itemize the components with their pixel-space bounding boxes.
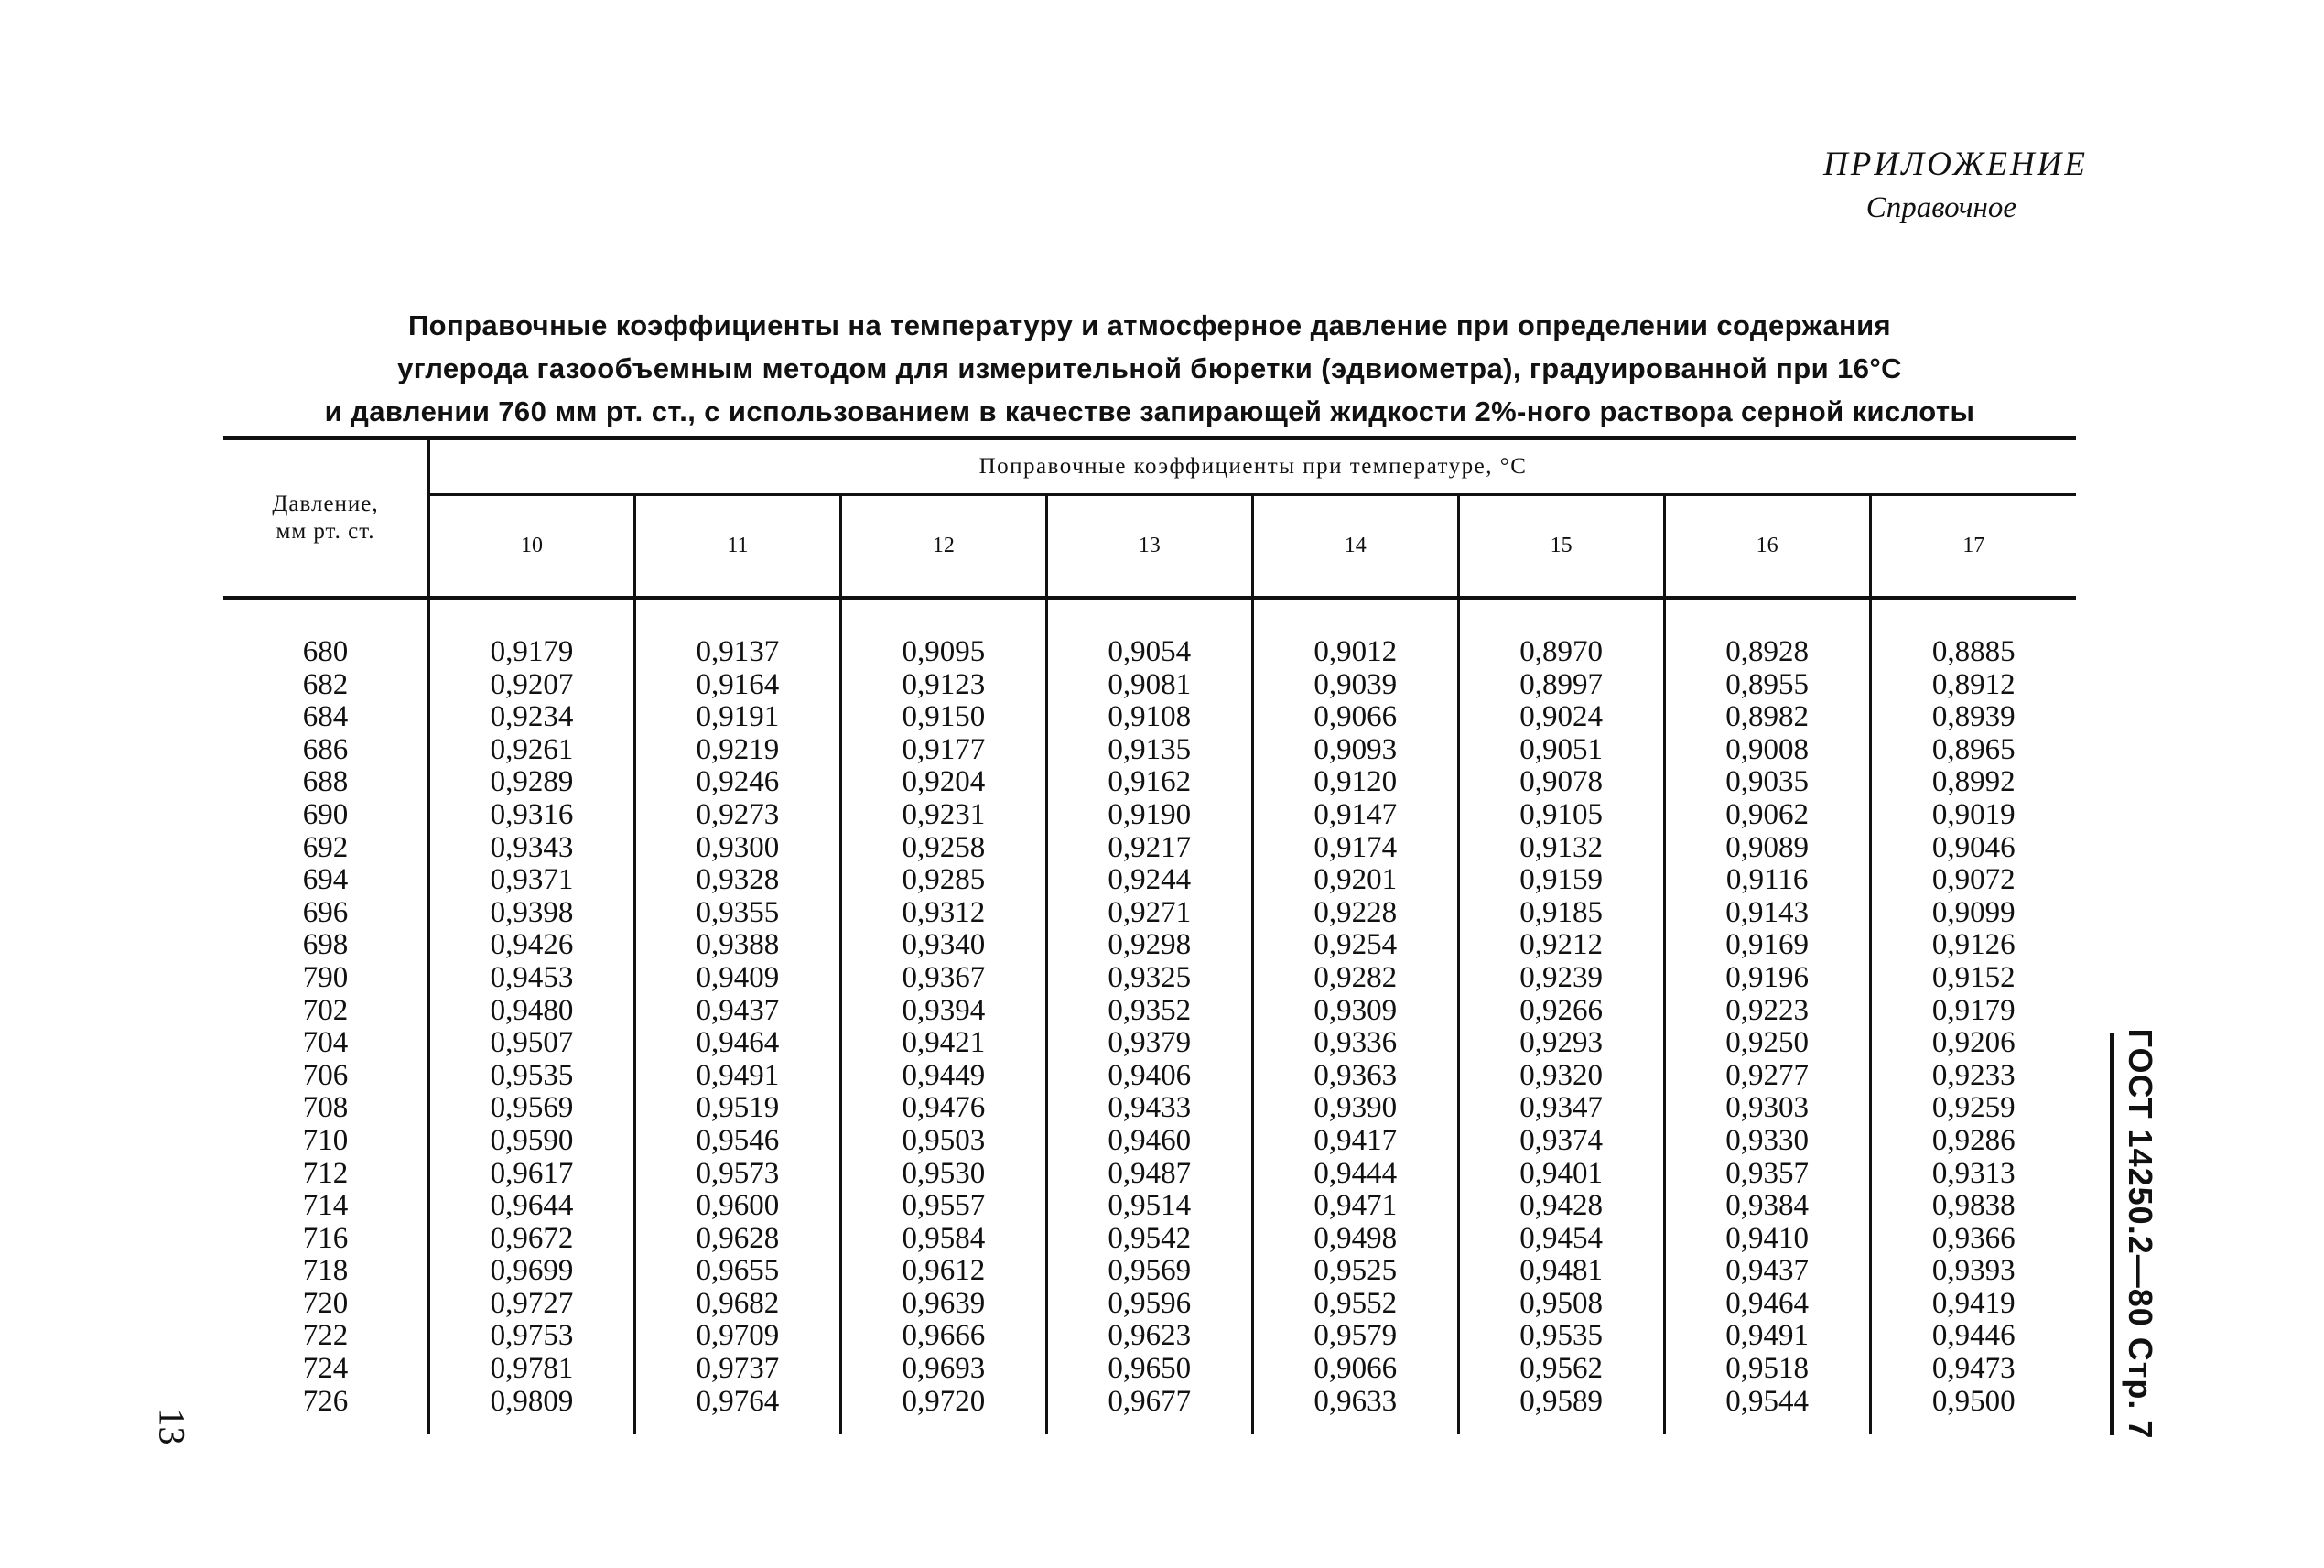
pressure-cell: 686	[223, 734, 429, 767]
coefficient-cell: 0,9271	[1046, 897, 1252, 930]
coefficient-cell: 0,9185	[1458, 897, 1664, 930]
pressure-cell: 694	[223, 864, 429, 897]
coefficient-cell: 0,9152	[1931, 960, 2016, 994]
coefficient-cell: 0,9313	[1931, 1156, 2016, 1190]
table-caption	[223, 304, 2076, 433]
coefficient-cell: 0,9325	[1046, 962, 1252, 995]
coefficient-cell: 0,9343	[429, 832, 635, 865]
table-row	[223, 832, 2076, 865]
coefficient-cell: 0,9737	[634, 1353, 840, 1386]
coefficient-cell: 0,9437	[1664, 1255, 1870, 1288]
correction-table	[223, 436, 2076, 1434]
coefficient-cell: 0,9261	[429, 734, 635, 767]
coefficient-cell: 0,9409	[634, 962, 840, 995]
pressure-cell: 684	[223, 701, 429, 734]
table-row	[223, 1223, 2076, 1256]
coefficient-cell: 0,9039	[1252, 669, 1458, 702]
temperature-column-header: 16	[1664, 495, 1870, 598]
coefficient-cell: 0,9363	[1252, 1060, 1458, 1093]
coefficient-cell: 0,8970	[1458, 598, 1664, 669]
coefficient-cell: 0,9008	[1664, 734, 1870, 767]
coefficient-cell: 0,9298	[1046, 929, 1252, 962]
coefficient-cell: 0,9699	[429, 1255, 635, 1288]
table-row	[223, 1320, 2076, 1353]
coefficient-cell: 0,9352	[1046, 995, 1252, 1028]
coefficient-cell: 0,9316	[429, 799, 635, 832]
coefficient-cell: 0,9303	[1664, 1092, 1870, 1125]
coefficient-cell: 0,9206	[1931, 1026, 2016, 1060]
pressure-cell: 712	[223, 1158, 429, 1191]
coefficient-cell: 0,9672	[429, 1223, 635, 1256]
coefficient-cell: 0,9655	[634, 1255, 840, 1288]
appendix-header	[1823, 145, 2088, 225]
pressure-cell: 690	[223, 799, 429, 832]
coefficient-cell: 0,9340	[840, 929, 1046, 962]
coefficient-cell: 0,9639	[840, 1288, 1046, 1321]
pressure-cell: 724	[223, 1353, 429, 1386]
coefficient-cell: 0,9223	[1664, 995, 1870, 1028]
coefficient-cell: 0,9589	[1458, 1386, 1664, 1435]
coefficient-cell: 0,9401	[1458, 1158, 1664, 1191]
coefficient-cell: 0,9417	[1252, 1125, 1458, 1158]
coefficient-cell: 0,9355	[634, 897, 840, 930]
coefficient-cell: 0,9285	[840, 864, 1046, 897]
pressure-cell: 706	[223, 1060, 429, 1093]
coefficient-cell: 0,9169	[1664, 929, 1870, 962]
coefficient-cell: 0,9727	[429, 1288, 635, 1321]
coefficient-cell: 0,9105	[1458, 799, 1664, 832]
coefficient-cell: 0,9217	[1046, 832, 1252, 865]
caption-line: углерода газообъемным методом для измерительной бюретки (эдвиометра), градуированной при 16°С	[397, 352, 1902, 384]
coefficient-cell: 0,9162	[1046, 766, 1252, 799]
coefficient-cell: 0,8997	[1458, 669, 1664, 702]
coefficient-cell: 0,9132	[1458, 832, 1664, 865]
coefficient-cell: 0,9518	[1664, 1353, 1870, 1386]
coefficient-cell: 0,9584	[840, 1223, 1046, 1256]
coefficient-cell: 0,9357	[1664, 1158, 1870, 1191]
temperature-column-header: 13	[1046, 495, 1252, 598]
coefficient-cell: 0,9143	[1664, 897, 1870, 930]
coefficient-cell: 0,9449	[840, 1060, 1046, 1093]
coefficient-cell: 0,9394	[840, 995, 1046, 1028]
temperature-column-header: 10	[429, 495, 635, 598]
coefficient-cell: 0,9644	[429, 1190, 635, 1223]
coefficient-cell: 0,9530	[840, 1158, 1046, 1191]
coefficient-cell: 0,9201	[1252, 864, 1458, 897]
coefficient-cell: 0,9471	[1252, 1190, 1458, 1223]
coefficient-cell: 0,9126	[1931, 928, 2016, 962]
coefficient-cell: 0,9196	[1664, 962, 1870, 995]
appendix-title: ПРИЛОЖЕНИЕ	[1823, 146, 2088, 183]
pressure-cell: 790	[223, 962, 429, 995]
pressure-cell: 702	[223, 995, 429, 1028]
coefficient-cell: 0,9330	[1664, 1125, 1870, 1158]
coefficient-cell: 0,9562	[1458, 1353, 1664, 1386]
pressure-cell: 680	[223, 598, 429, 669]
coefficient-cell: 0,9246	[634, 766, 840, 799]
coefficient-cell: 0,9046	[1931, 830, 2016, 864]
coefficient-cell: 0,9390	[1252, 1092, 1458, 1125]
coefficient-cell: 0,9623	[1046, 1320, 1252, 1353]
coefficient-cell: 0,9078	[1458, 766, 1664, 799]
pressure-cell: 710	[223, 1125, 429, 1158]
pressure-cell: 682	[223, 669, 429, 702]
coefficient-cell: 0,9464	[634, 1027, 840, 1060]
coefficient-cell: 0,9190	[1046, 799, 1252, 832]
coefficient-cell: 0,9677	[1046, 1386, 1252, 1435]
coefficient-cell: 0,9487	[1046, 1158, 1252, 1191]
coefficient-cell: 0,9254	[1252, 929, 1458, 962]
temperature-column-header: 15	[1458, 495, 1664, 598]
table-row	[223, 929, 2076, 962]
pressure-cell: 704	[223, 1027, 429, 1060]
coefficient-cell: 0,9309	[1252, 995, 1458, 1028]
coefficient-cell: 0,9600	[634, 1190, 840, 1223]
coefficient-cell: 0,9491	[634, 1060, 840, 1093]
coefficient-cell: 0,9374	[1458, 1125, 1664, 1158]
table-row	[223, 995, 2076, 1028]
coefficient-cell: 0,9809	[429, 1386, 635, 1435]
pressure-cell: 726	[223, 1386, 429, 1435]
appendix-subtitle: Справочное	[1865, 191, 2016, 224]
coefficient-cell: 0,9066	[1252, 1353, 1458, 1386]
coefficient-cell: 0,9473	[1931, 1352, 2016, 1386]
coefficient-cell: 0,9347	[1458, 1092, 1664, 1125]
coefficient-cell: 0,9089	[1664, 832, 1870, 865]
coefficient-cell: 0,9093	[1252, 734, 1458, 767]
table-row	[223, 1060, 2076, 1093]
pressure-header-line: мм рт. ст.	[276, 519, 375, 544]
coefficient-cell: 0,9426	[429, 929, 635, 962]
coefficient-cell: 0,9437	[634, 995, 840, 1028]
coefficient-cell: 0,9312	[840, 897, 1046, 930]
coefficient-cell: 0,9135	[1046, 734, 1252, 767]
coefficient-cell: 0,9379	[1046, 1027, 1252, 1060]
coefficient-cell: 0,9569	[1046, 1255, 1252, 1288]
coefficient-cell: 0,9781	[429, 1353, 635, 1386]
table-row	[223, 1125, 2076, 1158]
coefficient-cell: 0,9753	[429, 1320, 635, 1353]
temperature-column-header: 11	[634, 495, 840, 598]
coefficient-cell: 0,8955	[1664, 669, 1870, 702]
coefficient-cell: 0,9596	[1046, 1288, 1252, 1321]
coefficient-cell: 0,9535	[1458, 1320, 1664, 1353]
table-row	[223, 799, 2076, 832]
coefficient-cell: 0,9398	[429, 897, 635, 930]
table-row	[223, 669, 2076, 702]
coefficient-cell: 0,9480	[429, 995, 635, 1028]
coefficient-cell: 0,9693	[840, 1353, 1046, 1386]
coefficient-cell: 0,8928	[1664, 598, 1870, 669]
coefficient-cell: 0,9444	[1252, 1158, 1458, 1191]
coefficient-cell: 0,9366	[1931, 1221, 2016, 1255]
table-row	[223, 1027, 2076, 1060]
coefficient-cell: 0,9024	[1458, 701, 1664, 734]
coefficient-cell: 0,9277	[1664, 1060, 1870, 1093]
coefficient-cell: 0,9219	[634, 734, 840, 767]
coefficient-cell: 0,9764	[634, 1386, 840, 1435]
coefficient-cell: 0,9259	[1931, 1091, 2016, 1125]
coefficient-cell: 0,9481	[1458, 1255, 1664, 1288]
coefficient-cell: 0,9367	[840, 962, 1046, 995]
coefficient-cell: 0,9234	[429, 701, 635, 734]
coefficient-cell: 0,9081	[1046, 669, 1252, 702]
coefficient-cell: 0,9051	[1458, 734, 1664, 767]
coefficient-cell: 0,9191	[634, 701, 840, 734]
coefficient-cell: 0,9491	[1664, 1320, 1870, 1353]
coefficient-cell: 0,9514	[1046, 1190, 1252, 1223]
coefficient-cell: 0,9137	[634, 598, 840, 669]
coefficient-cell: 0,9258	[840, 832, 1046, 865]
table-row	[223, 1092, 2076, 1125]
correction-table-wrap	[223, 436, 2076, 1434]
coefficient-cell: 0,9508	[1458, 1288, 1664, 1321]
coefficient-cell: 0,9250	[1664, 1027, 1870, 1060]
coefficient-cell: 0,9433	[1046, 1092, 1252, 1125]
coefficient-cell: 0,9147	[1252, 799, 1458, 832]
coefficient-cell: 0,9150	[840, 701, 1046, 734]
coefficient-cell: 0,9266	[1458, 995, 1664, 1028]
coefficient-cell: 0,9099	[1931, 895, 2016, 929]
coefficient-cell: 0,9525	[1252, 1255, 1458, 1288]
table-row	[223, 1353, 2076, 1386]
table-row	[223, 1288, 2076, 1321]
coefficient-cell: 0,9384	[1664, 1190, 1870, 1223]
table-row	[223, 1158, 2076, 1191]
coefficient-cell: 0,9228	[1252, 897, 1458, 930]
coefficient-cell: 0,9239	[1458, 962, 1664, 995]
table-row	[223, 598, 2076, 669]
pressure-header	[223, 438, 429, 599]
coefficient-cell: 0,9393	[1931, 1254, 2016, 1288]
coefficient-cell: 0,9282	[1252, 962, 1458, 995]
coefficient-cell: 0,9460	[1046, 1125, 1252, 1158]
temperature-column-header: 14	[1252, 495, 1458, 598]
coefficient-cell: 0,8992	[1931, 765, 2016, 799]
table-row	[223, 1386, 2076, 1435]
coefficient-cell: 0,9590	[429, 1125, 635, 1158]
standard-code: ГОСТ 14250.2—80 Стр. 7	[2122, 1028, 2159, 1440]
coefficient-cell: 0,9428	[1458, 1190, 1664, 1223]
coefficient-cell: 0,9123	[840, 669, 1046, 702]
coefficient-cell: 0,9328	[634, 864, 840, 897]
coefficient-cell: 0,9174	[1252, 832, 1458, 865]
coefficient-cell: 0,8912	[1931, 667, 2016, 701]
coefficient-cell: 0,9546	[634, 1125, 840, 1158]
coefficient-cell: 0,9709	[634, 1320, 840, 1353]
coefficient-cell: 0,9612	[840, 1255, 1046, 1288]
coefficient-cell: 0,9164	[634, 669, 840, 702]
coefficient-cell: 0,9286	[1931, 1123, 2016, 1157]
coefficient-cell: 0,9650	[1046, 1353, 1252, 1386]
temperature-header: Поправочные коэффициенты при температуре, °С	[429, 438, 2077, 495]
coefficient-cell: 0,9095	[840, 598, 1046, 669]
coefficient-cell: 0,9498	[1252, 1223, 1458, 1256]
coefficient-cell: 0,9035	[1664, 766, 1870, 799]
coefficient-cell: 0,8939	[1931, 700, 2016, 734]
coefficient-cell: 0,9476	[840, 1092, 1046, 1125]
temperature-column-header: 17	[1870, 495, 2076, 598]
coefficient-cell: 0,9544	[1664, 1386, 1870, 1435]
coefficient-cell: 0,9503	[840, 1125, 1046, 1158]
pressure-cell: 692	[223, 832, 429, 865]
table-row	[223, 897, 2076, 930]
coefficient-cell: 0,9419	[1931, 1286, 2016, 1320]
coefficient-cell: 0,9244	[1046, 864, 1252, 897]
coefficient-cell: 0,9519	[634, 1092, 840, 1125]
coefficient-cell: 0,9300	[634, 832, 840, 865]
table-row	[223, 766, 2076, 799]
coefficient-cell: 0,9233	[1931, 1058, 2016, 1092]
coefficient-cell: 0,9177	[840, 734, 1046, 767]
temperature-column-header: 12	[840, 495, 1046, 598]
coefficient-cell: 0,9212	[1458, 929, 1664, 962]
coefficient-cell: 0,9410	[1664, 1223, 1870, 1256]
pressure-cell: 696	[223, 897, 429, 930]
coefficient-cell: 0,9062	[1664, 799, 1870, 832]
table-row	[223, 1255, 2076, 1288]
coefficient-cell: 0,9179	[1931, 993, 2016, 1027]
coefficient-cell: 0,9108	[1046, 701, 1252, 734]
coefficient-cell: 0,9682	[634, 1288, 840, 1321]
page-number: 13	[151, 1408, 193, 1445]
coefficient-cell: 0,9179	[429, 598, 635, 669]
pressure-cell: 722	[223, 1320, 429, 1353]
coefficient-cell: 0,9454	[1458, 1223, 1664, 1256]
coefficient-cell: 0,9666	[840, 1320, 1046, 1353]
coefficient-cell: 0,9371	[429, 864, 635, 897]
coefficient-cell: 0,9336	[1252, 1027, 1458, 1060]
coefficient-cell: 0,9293	[1458, 1027, 1664, 1060]
caption-line: и давлении 760 мм рт. ст., с использованием в качестве запирающей жидкости 2%-ного раствора серной кислоты	[324, 395, 1975, 427]
coefficient-cell: 0,9054	[1046, 598, 1252, 669]
caption-line: Поправочные коэффициенты на температуру и атмосферное давление при определении содержания	[407, 309, 1892, 341]
coefficient-cell: 0,9019	[1931, 797, 2016, 831]
table-row	[223, 1190, 2076, 1223]
coefficient-cell: 0,9406	[1046, 1060, 1252, 1093]
pressure-cell: 688	[223, 766, 429, 799]
coefficient-cell: 0,9120	[1252, 766, 1458, 799]
coefficient-cell: 0,9464	[1664, 1288, 1870, 1321]
coefficient-cell: 0,9720	[840, 1386, 1046, 1435]
coefficient-cell: 0,8982	[1664, 701, 1870, 734]
pressure-cell: 714	[223, 1190, 429, 1223]
pressure-cell: 698	[223, 929, 429, 962]
coefficient-cell: 0,9289	[429, 766, 635, 799]
coefficient-cell: 0,9500	[1931, 1384, 2016, 1418]
table-row	[223, 734, 2076, 767]
pressure-header-line: Давление,	[272, 492, 379, 516]
coefficient-cell: 0,9072	[1931, 863, 2016, 897]
coefficient-cell: 0,9507	[429, 1027, 635, 1060]
coefficient-cell: 0,9421	[840, 1027, 1046, 1060]
coefficient-cell: 0,9388	[634, 929, 840, 962]
coefficient-cell: 0,9838	[1931, 1189, 2016, 1223]
coefficient-cell: 0,9207	[429, 669, 635, 702]
coefficient-cell: 0,9557	[840, 1190, 1046, 1223]
standard-side-label	[2110, 1028, 2166, 1440]
coefficient-cell: 0,9116	[1664, 864, 1870, 897]
pressure-cell: 708	[223, 1092, 429, 1125]
coefficient-cell: 0,8965	[1931, 732, 2016, 766]
table-row	[223, 701, 2076, 734]
coefficient-cell: 0,9320	[1458, 1060, 1664, 1093]
coefficient-cell: 0,9552	[1252, 1288, 1458, 1321]
coefficient-cell: 0,9159	[1458, 864, 1664, 897]
coefficient-cell: 0,9542	[1046, 1223, 1252, 1256]
table-row	[223, 864, 2076, 897]
coefficient-cell: 0,9204	[840, 766, 1046, 799]
coefficient-cell: 0,9012	[1252, 598, 1458, 669]
coefficient-cell: 0,9446	[1931, 1319, 2016, 1353]
coefficient-cell: 0,9273	[634, 799, 840, 832]
coefficient-cell: 0,9569	[429, 1092, 635, 1125]
coefficient-cell: 0,9453	[429, 962, 635, 995]
coefficient-cell: 0,9617	[429, 1158, 635, 1191]
coefficient-cell: 0,8885	[1931, 635, 2016, 668]
pressure-cell: 720	[223, 1288, 429, 1321]
coefficient-cell: 0,9231	[840, 799, 1046, 832]
coefficient-cell: 0,9573	[634, 1158, 840, 1191]
coefficient-cell: 0,9633	[1252, 1386, 1458, 1435]
coefficient-cell: 0,9579	[1252, 1320, 1458, 1353]
pressure-cell: 716	[223, 1223, 429, 1256]
pressure-cell: 718	[223, 1255, 429, 1288]
coefficient-cell: 0,9535	[429, 1060, 635, 1093]
table-row	[223, 962, 2076, 995]
coefficient-cell: 0,9066	[1252, 701, 1458, 734]
coefficient-cell: 0,9628	[634, 1223, 840, 1256]
